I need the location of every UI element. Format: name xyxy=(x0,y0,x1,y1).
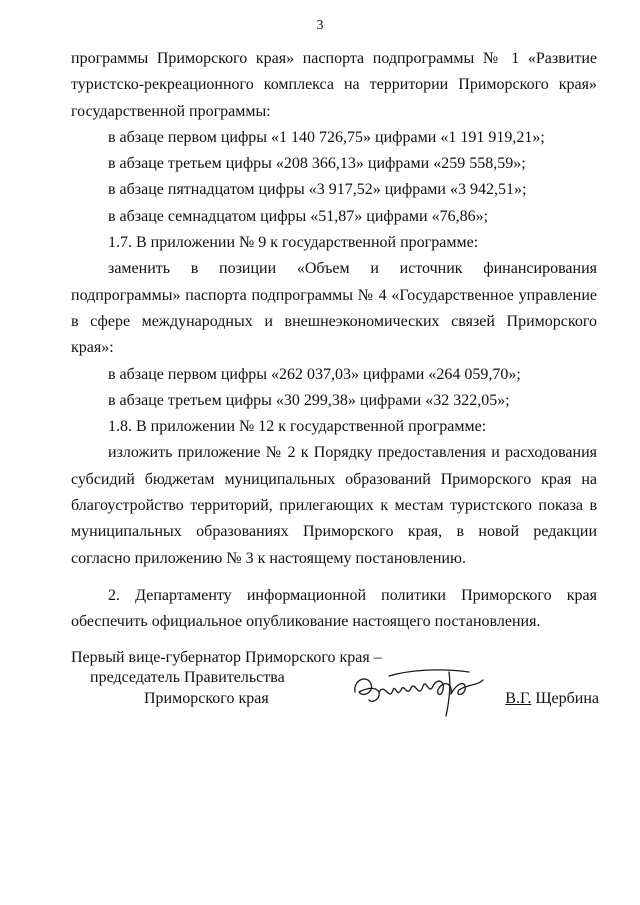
signatory-title-line3: Приморского края xyxy=(144,690,269,707)
signatory-title-line2: председатель Правительства xyxy=(90,669,285,686)
spacer xyxy=(71,572,597,583)
paragraph-amendment: в абзаце третьем цифры «208 366,13» цифрами «259 558,59»; xyxy=(108,155,526,173)
signatory-surname: Щербина xyxy=(535,690,599,707)
signatory-name xyxy=(505,689,599,709)
paragraph-amendment: в абзаце первом цифры «1 140 726,75» цифрами «1 191 919,21»; xyxy=(108,128,545,146)
paragraph-amendment: в абзаце семнадцатом цифры «51,87» цифрами «76,86»; xyxy=(108,207,489,225)
paragraph-section-1-7: 1.7. В приложении № 9 к государственной программе: xyxy=(108,234,479,252)
signature-block xyxy=(71,648,599,728)
paragraph-section-2: 2. Департаменту информационной политики Приморского края обеспечить официальное опубликование настоящего постановления. xyxy=(71,586,597,631)
paragraph-amendment: в абзаце пятнадцатом цифры «3 917,52» цифрами «3 942,51»; xyxy=(108,181,527,199)
paragraph-replace-instruction: заменить в позиции «Объем и источник финансирования подпрограммы» паспорта подпрограммы № 4 «Государственное управление в сфере международных и внешнеэкономических связей Приморского края»: xyxy=(71,260,597,357)
page-number: 3 xyxy=(316,18,324,33)
document-body xyxy=(71,46,597,636)
paragraph-amendment: в абзаце третьем цифры «30 299,38» цифрами «32 322,05»; xyxy=(108,391,510,409)
paragraph-amendment: в абзаце первом цифры «262 037,03» цифрами «264 059,70»; xyxy=(108,365,521,383)
paragraph-continuation: программы Приморского края» паспорта подпрограммы № 1 «Развитие туристско-рекреационного комплекса на территории Приморского края» государственной программы: xyxy=(71,50,597,120)
signatory-initials: В.Г. xyxy=(505,690,532,707)
paragraph-annex-instruction: изложить приложение № 2 к Порядку предоставления и расходования субсидий бюджетам муниципальных образований Приморского края на благоустройство территорий, прилегающих к местам туристского показа в муниципальных образованиях Приморского края, в новой редакции согласно приложению № 3 к настоящему постановлению. xyxy=(71,444,597,567)
handwritten-signature xyxy=(349,662,499,722)
signatory-title-line1: Первый вице-губернатор Приморского края – xyxy=(71,649,382,666)
paragraph-section-1-8: 1.8. В приложении № 12 к государственной программе: xyxy=(108,418,487,436)
